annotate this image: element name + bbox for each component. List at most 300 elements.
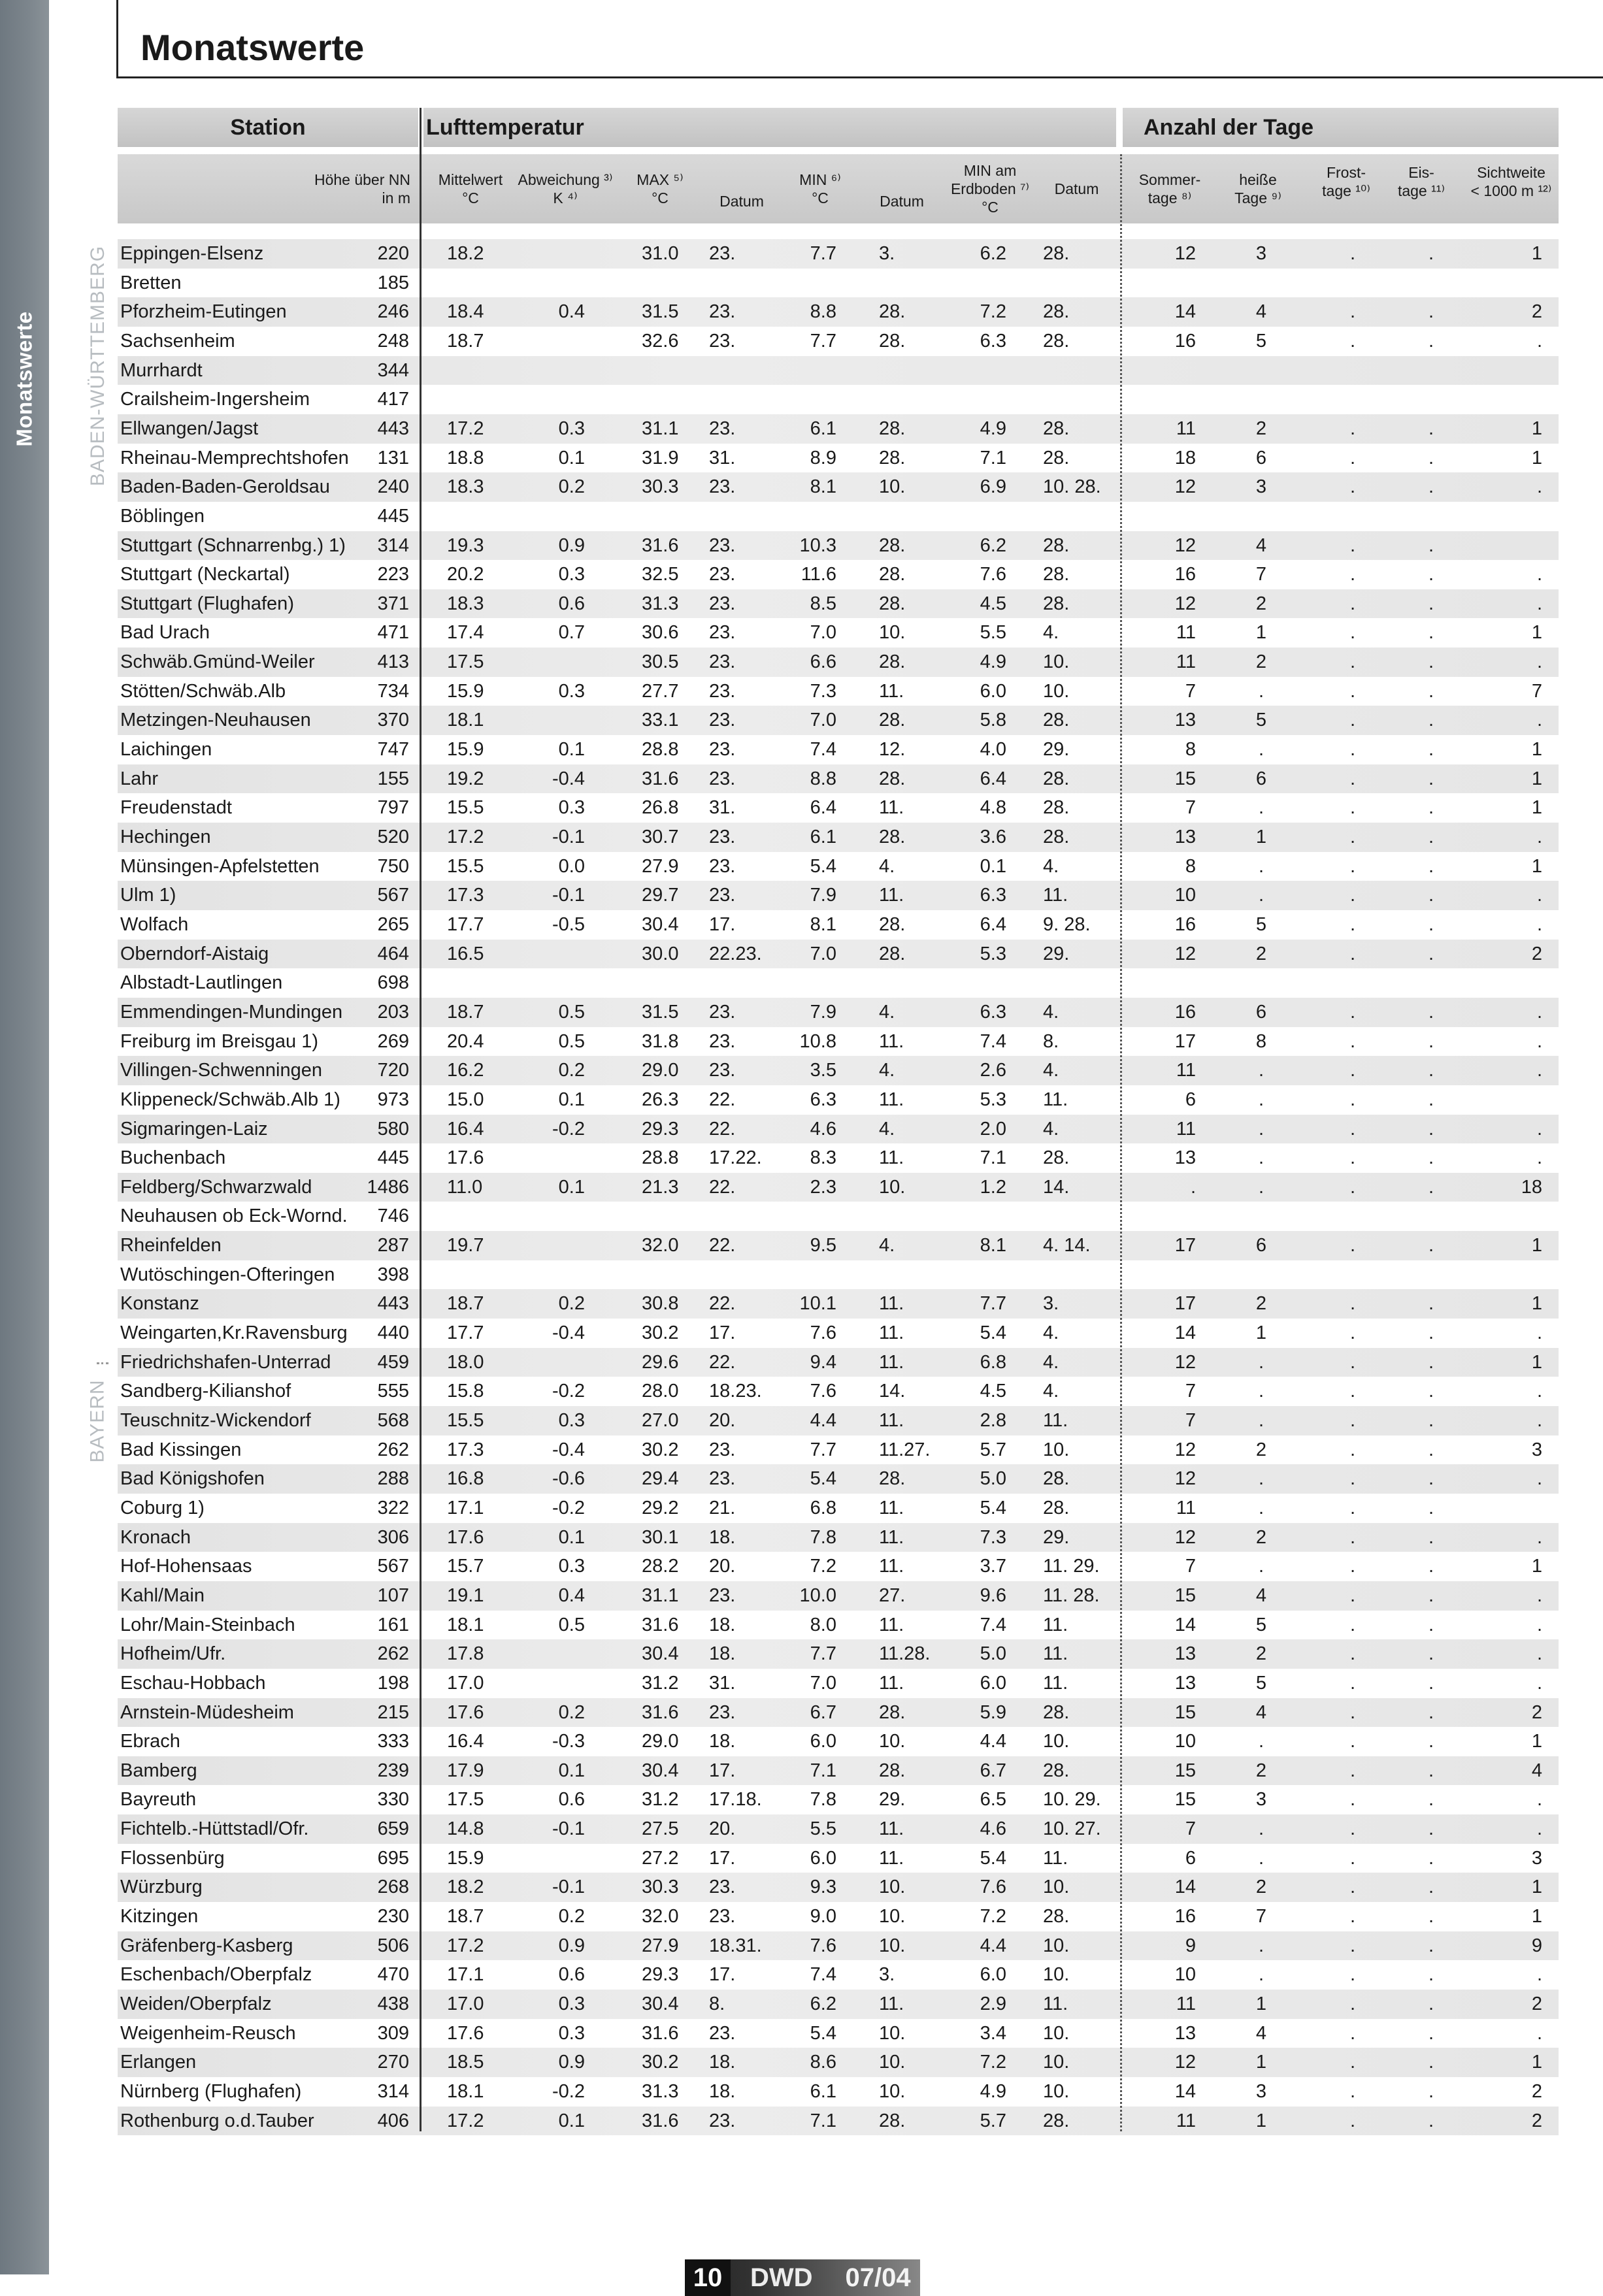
cell-min-erdboden-datum bbox=[1043, 502, 1115, 531]
table-row bbox=[118, 1669, 1559, 1698]
cell-sommertage: 11 bbox=[1176, 651, 1196, 673]
cell-min-erdboden: 4.5 bbox=[980, 1381, 1006, 1402]
cell-eistage: . bbox=[1428, 1672, 1434, 1694]
cell-frosttage: . bbox=[1349, 2110, 1356, 2131]
cell-sichtweite: . bbox=[1536, 1118, 1542, 1140]
table-row bbox=[118, 1173, 1559, 1202]
cell-hoehe: 262 bbox=[377, 1643, 409, 1665]
cell-abweichung: -0.2 bbox=[552, 2080, 585, 2102]
sidebar-label bbox=[0, 307, 49, 451]
cell-abweichung: 0.4 bbox=[558, 1584, 585, 1606]
table-row bbox=[118, 2077, 1559, 2107]
cell-station: Stuttgart (Schnarrenbg.) 1) bbox=[120, 534, 346, 556]
cell-mittelwert bbox=[447, 502, 512, 531]
cell-sichtweite: . bbox=[1536, 2022, 1542, 2044]
cell-min-erdboden: 9.6 bbox=[980, 1584, 1006, 1606]
cell-max-datum: 18.23. bbox=[709, 1381, 762, 1402]
cell-heisse-tage: . bbox=[1258, 1497, 1264, 1518]
col-header-heisse-tage bbox=[1222, 154, 1294, 223]
cell-heisse-tage: . bbox=[1258, 1731, 1264, 1752]
cell-eistage: . bbox=[1428, 1584, 1434, 1606]
cell-station: Nürnberg (Flughafen) bbox=[120, 2080, 302, 2102]
cell-heisse-tage: 4 bbox=[1255, 1701, 1267, 1723]
cell-min-erdboden-datum: 11. bbox=[1043, 1672, 1068, 1694]
cell-min: 8.1 bbox=[810, 476, 836, 498]
col-header-frosttage-line2: tage ¹⁰⁾ bbox=[1322, 182, 1370, 199]
cell-max-datum bbox=[709, 1202, 781, 1231]
cell-mittelwert: 17.6 bbox=[447, 2022, 484, 2044]
cell-heisse-tage: 4 bbox=[1255, 2022, 1267, 2044]
cell-max-datum: 23. bbox=[709, 1030, 736, 1052]
cell-min-erdboden: 6.0 bbox=[980, 680, 1006, 702]
cell-abweichung: 0.3 bbox=[558, 2022, 585, 2044]
table-row bbox=[118, 1581, 1559, 1611]
cell-station: Eschau-Hobbach bbox=[120, 1672, 266, 1694]
cell-station: Feldberg/Schwarzwald bbox=[120, 1176, 312, 1198]
cell-abweichung bbox=[536, 269, 585, 298]
cell-abweichung bbox=[536, 1348, 585, 1377]
cell-max-datum: 23. bbox=[709, 1877, 736, 1898]
table-row bbox=[118, 1260, 1559, 1290]
cell-min: 6.0 bbox=[810, 1731, 836, 1752]
cell-min-erdboden: 6.8 bbox=[980, 1351, 1006, 1373]
table-row bbox=[118, 1435, 1559, 1465]
cell-sommertage: 16 bbox=[1174, 330, 1196, 352]
cell-abweichung: 0.3 bbox=[558, 1556, 585, 1577]
table-row bbox=[118, 1727, 1559, 1756]
cell-min-erdboden: 3.7 bbox=[980, 1556, 1006, 1577]
cell-min-datum: 27. bbox=[879, 1584, 906, 1606]
cell-station: Pforzheim-Eutingen bbox=[120, 301, 287, 323]
cell-hoehe: 445 bbox=[377, 1147, 409, 1169]
cell-sommertage: 16 bbox=[1174, 564, 1196, 585]
cell-min: 5.5 bbox=[810, 1818, 836, 1840]
cell-min: 8.1 bbox=[810, 913, 836, 935]
cell-max-datum: 23. bbox=[709, 564, 736, 585]
cell-mittelwert: 18.4 bbox=[447, 301, 484, 323]
cell-frosttage: . bbox=[1349, 1351, 1356, 1373]
cell-frosttage: . bbox=[1349, 1497, 1356, 1518]
cell-eistage: . bbox=[1428, 680, 1434, 702]
cell-min-erdboden bbox=[954, 968, 1006, 998]
cell-hoehe: 161 bbox=[377, 1614, 409, 1635]
cell-min-erdboden: 6.4 bbox=[980, 768, 1006, 789]
cell-station: Stuttgart (Neckartal) bbox=[120, 564, 290, 585]
cell-min-erdboden: 3.4 bbox=[980, 2022, 1006, 2044]
cell-sichtweite: . bbox=[1536, 1001, 1542, 1023]
col-header-max-line1: MAX ⁵⁾ bbox=[636, 171, 684, 188]
cell-min-datum: 11.27. bbox=[879, 1439, 931, 1460]
cell-min: 8.8 bbox=[810, 301, 836, 323]
cell-frosttage: . bbox=[1349, 1701, 1356, 1723]
cell-sommertage: 17 bbox=[1174, 1293, 1196, 1315]
cell-mittelwert: 18.7 bbox=[447, 330, 484, 352]
cell-abweichung: 0.3 bbox=[558, 418, 585, 439]
cell-abweichung: -0.2 bbox=[552, 1381, 585, 1402]
cell-min-erdboden-datum bbox=[1043, 1202, 1115, 1231]
cell-min-datum: 29. bbox=[879, 1789, 906, 1811]
cell-eistage: . bbox=[1428, 1760, 1434, 1781]
cell-sommertage: 12 bbox=[1174, 2052, 1196, 2073]
cell-frosttage: . bbox=[1349, 2080, 1356, 2102]
cell-heisse-tage: 1 bbox=[1255, 1322, 1267, 1344]
cell-frosttage bbox=[1340, 1202, 1366, 1231]
cell-min-datum: 11. bbox=[879, 1556, 904, 1577]
cell-station: Emmendingen-Mundingen bbox=[120, 1001, 343, 1023]
cell-sichtweite: . bbox=[1536, 1789, 1542, 1811]
cell-sichtweite: 2 bbox=[1531, 943, 1542, 964]
cell-station: Würzburg bbox=[120, 1877, 203, 1898]
cell-sommertage: 12 bbox=[1174, 593, 1196, 614]
cell-frosttage: . bbox=[1349, 1381, 1356, 1402]
cell-station: Villingen-Schwenningen bbox=[120, 1060, 323, 1081]
cell-eistage: . bbox=[1428, 564, 1434, 585]
cell-min-datum: 4. bbox=[879, 1001, 895, 1023]
cell-min-erdboden-datum: 28. bbox=[1043, 1147, 1070, 1169]
cell-min-erdboden-datum: 10. 29. bbox=[1043, 1789, 1101, 1811]
cell-min-erdboden: 7.6 bbox=[980, 564, 1006, 585]
cell-heisse-tage: 4 bbox=[1255, 534, 1267, 556]
cell-sommertage: 15 bbox=[1174, 1701, 1196, 1723]
col-header-eistage bbox=[1385, 154, 1457, 223]
cell-min-erdboden-datum: 11. 28. bbox=[1043, 1584, 1100, 1606]
cell-max: 29.2 bbox=[642, 1497, 679, 1518]
cell-abweichung: 0.1 bbox=[558, 447, 585, 468]
cell-min-erdboden-datum: 8. bbox=[1043, 1030, 1059, 1052]
cell-min-erdboden: 2.0 bbox=[980, 1118, 1006, 1140]
cell-eistage: . bbox=[1428, 447, 1434, 468]
cell-heisse-tage: 5 bbox=[1255, 1672, 1267, 1694]
cell-station: Erlangen bbox=[120, 2052, 197, 2073]
cell-mittelwert: 15.9 bbox=[447, 1847, 484, 1869]
cell-min-erdboden-datum bbox=[1043, 269, 1115, 298]
cell-max: 30.4 bbox=[642, 913, 679, 935]
cell-abweichung: -0.6 bbox=[552, 1468, 585, 1490]
cell-eistage: . bbox=[1428, 1147, 1434, 1169]
table-row bbox=[118, 1785, 1559, 1814]
cell-max: 31.3 bbox=[642, 2080, 679, 2102]
cell-max: 29.6 bbox=[642, 1351, 679, 1373]
cell-heisse-tage bbox=[1248, 269, 1274, 298]
cell-max-datum: 20. bbox=[709, 1410, 736, 1431]
cell-frosttage: . bbox=[1349, 418, 1356, 439]
cell-eistage: . bbox=[1428, 739, 1434, 761]
col-header-mittel bbox=[428, 154, 513, 223]
col-header-sommertage-line1: Sommer- bbox=[1138, 171, 1201, 188]
cell-max-datum: 22. bbox=[709, 1293, 736, 1315]
table-row bbox=[118, 327, 1559, 356]
cell-max: 27.0 bbox=[642, 1410, 679, 1431]
cell-sichtweite: 1 bbox=[1531, 1906, 1542, 1927]
cell-sommertage: 6 bbox=[1185, 1847, 1196, 1869]
cell-hoehe: 371 bbox=[377, 593, 409, 614]
cell-mittelwert: 18.5 bbox=[447, 2052, 484, 2073]
cell-eistage: . bbox=[1428, 1614, 1434, 1635]
cell-min-erdboden bbox=[954, 1260, 1006, 1290]
table-row bbox=[118, 1027, 1559, 1057]
col-header-hoehe-line1: Höhe über NN bbox=[314, 171, 410, 188]
cell-frosttage: . bbox=[1349, 885, 1356, 906]
cell-min-datum: 11. bbox=[879, 1351, 904, 1373]
cell-max bbox=[642, 269, 707, 298]
cell-min-datum: 10. bbox=[879, 1935, 906, 1956]
cell-station: Bad Kissingen bbox=[120, 1439, 242, 1460]
cell-min: 7.0 bbox=[810, 943, 836, 964]
cell-max-datum: 23. bbox=[709, 1060, 736, 1081]
cell-abweichung bbox=[536, 706, 585, 735]
cell-station: Lahr bbox=[120, 768, 159, 789]
cell-max-datum: 23. bbox=[709, 710, 736, 731]
cell-max: 31.6 bbox=[642, 1701, 679, 1723]
cell-mittelwert: 15.8 bbox=[447, 1381, 484, 1402]
cell-min: 10.3 bbox=[799, 534, 836, 556]
cell-max: 31.6 bbox=[642, 534, 679, 556]
cell-min-datum: 11. bbox=[879, 1818, 904, 1840]
cell-min-erdboden: 5.7 bbox=[980, 1439, 1006, 1460]
cell-mittelwert: 20.4 bbox=[447, 1030, 484, 1052]
col-header-min-erdboden bbox=[941, 154, 1039, 223]
cell-heisse-tage bbox=[1248, 968, 1274, 998]
cell-max: 29.0 bbox=[642, 1060, 679, 1081]
cell-min: 8.8 bbox=[810, 768, 836, 789]
cell-sommertage: 16 bbox=[1174, 1001, 1196, 1023]
cell-station: Hechingen bbox=[120, 827, 211, 847]
cell-max-datum: 23. bbox=[709, 1584, 736, 1606]
table-row bbox=[118, 1202, 1559, 1231]
cell-abweichung: 0.1 bbox=[558, 1176, 585, 1198]
cell-sommertage: 11 bbox=[1176, 1060, 1196, 1081]
cell-min: 7.3 bbox=[810, 680, 836, 702]
cell-max: 28.2 bbox=[642, 1556, 679, 1577]
cell-abweichung bbox=[536, 1231, 585, 1260]
cell-sichtweite bbox=[1503, 356, 1542, 385]
cell-abweichung bbox=[536, 1143, 585, 1173]
cell-max-datum: 23. bbox=[709, 827, 736, 847]
cell-frosttage: . bbox=[1349, 1643, 1356, 1665]
col-header-sommertage bbox=[1127, 154, 1212, 223]
cell-sichtweite: 4 bbox=[1531, 1760, 1542, 1781]
cell-min: 7.8 bbox=[810, 1526, 836, 1548]
cell-heisse-tage: . bbox=[1258, 739, 1264, 761]
region-label-baden-wuerttemberg bbox=[80, 242, 116, 490]
group-header-station-label: Station bbox=[230, 114, 306, 140]
cell-min bbox=[784, 385, 836, 414]
col-header-frosttage bbox=[1310, 154, 1382, 223]
group-header-temperature-label: Lufttemperatur bbox=[426, 114, 584, 140]
cell-max-datum: 23. bbox=[709, 739, 736, 761]
col-header-heisse-tage-line2: Tage ⁹⁾ bbox=[1234, 189, 1281, 206]
cell-abweichung: 0.7 bbox=[558, 622, 585, 644]
cell-abweichung: 0.9 bbox=[558, 1935, 585, 1956]
cell-frosttage: . bbox=[1349, 1176, 1356, 1198]
cell-min-datum: 11. bbox=[879, 1322, 904, 1344]
cell-min-erdboden-datum: 4. bbox=[1043, 1060, 1059, 1081]
cell-frosttage: . bbox=[1349, 739, 1356, 761]
cell-max-datum: 31. bbox=[709, 447, 736, 468]
cell-heisse-tage bbox=[1248, 502, 1274, 531]
cell-max-datum: 18. bbox=[709, 1643, 736, 1665]
cell-abweichung bbox=[536, 239, 585, 269]
cell-sommertage: 10 bbox=[1174, 1731, 1196, 1752]
cell-min-datum: 11. bbox=[879, 1497, 904, 1518]
cell-min-erdboden-datum: 10. 27. bbox=[1043, 1818, 1101, 1840]
cell-mittelwert: 17.1 bbox=[447, 1964, 484, 1986]
cell-min bbox=[784, 502, 836, 531]
cell-min-erdboden: 6.4 bbox=[980, 913, 1006, 935]
cell-sommertage: 14 bbox=[1174, 1877, 1196, 1898]
cell-sommertage bbox=[1157, 1260, 1196, 1290]
cell-max-datum: 23. bbox=[709, 476, 736, 498]
cell-min-erdboden: 6.9 bbox=[980, 476, 1006, 498]
cell-min-erdboden-datum: 29. bbox=[1043, 943, 1070, 964]
footer-issue: 07/04 bbox=[845, 2263, 911, 2292]
cell-hoehe: 262 bbox=[377, 1439, 409, 1460]
cell-min: 11.6 bbox=[801, 564, 836, 585]
cell-mittelwert: 19.2 bbox=[447, 768, 484, 789]
cell-mittelwert: 17.2 bbox=[447, 1935, 484, 1956]
cell-min-erdboden: 6.0 bbox=[980, 1672, 1006, 1694]
cell-hoehe: 203 bbox=[377, 1001, 409, 1023]
table-row bbox=[118, 852, 1559, 881]
cell-eistage: . bbox=[1428, 885, 1434, 906]
cell-eistage bbox=[1418, 269, 1444, 298]
cell-hoehe: 470 bbox=[377, 1964, 409, 1986]
cell-frosttage: . bbox=[1349, 855, 1356, 877]
cell-min: 6.6 bbox=[810, 651, 836, 673]
table-row bbox=[118, 356, 1559, 385]
cell-max: 27.5 bbox=[642, 1818, 679, 1840]
cell-abweichung: -0.2 bbox=[552, 1118, 585, 1140]
cell-max-datum: 23. bbox=[709, 1468, 736, 1490]
table-row bbox=[118, 1990, 1559, 2019]
cell-max-datum: 17. bbox=[709, 1847, 736, 1869]
cell-heisse-tage bbox=[1248, 1202, 1274, 1231]
cell-eistage: . bbox=[1428, 1526, 1434, 1548]
col-header-sommertage-line2: tage ⁸⁾ bbox=[1148, 189, 1192, 206]
cell-abweichung: 0.9 bbox=[558, 2052, 585, 2073]
col-header-min-erdboden-line3: °C bbox=[982, 199, 999, 216]
cell-eistage: . bbox=[1428, 2080, 1434, 2102]
cell-min-datum: 28. bbox=[879, 827, 906, 847]
cell-heisse-tage: . bbox=[1258, 1410, 1264, 1431]
cell-min-erdboden-datum: 11. bbox=[1043, 1614, 1068, 1635]
table-row bbox=[118, 998, 1559, 1027]
cell-sichtweite: . bbox=[1536, 1526, 1542, 1548]
cell-min-datum bbox=[879, 1202, 951, 1231]
cell-heisse-tage: 1 bbox=[1255, 2110, 1267, 2131]
cell-min-erdboden-datum: 28. bbox=[1043, 330, 1070, 352]
cell-eistage: . bbox=[1428, 1877, 1434, 1898]
cell-min-erdboden-datum: 28. bbox=[1043, 418, 1070, 439]
cell-max-datum: 23. bbox=[709, 651, 736, 673]
cell-station: Friedrichshafen-Unterrad bbox=[120, 1351, 331, 1373]
cell-mittelwert: 15.7 bbox=[447, 1556, 484, 1577]
cell-station: Ellwangen/Jagst bbox=[120, 418, 259, 439]
cell-min-erdboden: 5.0 bbox=[980, 1643, 1006, 1665]
cell-min-datum: 10. bbox=[879, 1906, 906, 1927]
cell-station: Wolfach bbox=[120, 913, 189, 935]
cell-sichtweite: . bbox=[1536, 913, 1542, 935]
cell-min-datum: 11. bbox=[879, 1410, 904, 1431]
cell-max-datum: 23. bbox=[709, 534, 736, 556]
cell-max-datum: 31. bbox=[709, 797, 736, 819]
cell-sichtweite: . bbox=[1536, 1672, 1542, 1694]
cell-max: 31.6 bbox=[642, 2110, 679, 2131]
cell-mittelwert: 15.5 bbox=[447, 797, 484, 819]
cell-frosttage: . bbox=[1349, 1935, 1356, 1956]
cell-min-erdboden: 8.1 bbox=[980, 1235, 1006, 1256]
cell-hoehe: 568 bbox=[377, 1410, 409, 1431]
cell-station: Baden-Baden-Geroldsau bbox=[120, 476, 330, 498]
cell-max: 27.7 bbox=[642, 680, 679, 702]
cell-min-erdboden: 5.3 bbox=[980, 1089, 1006, 1110]
cell-frosttage: . bbox=[1349, 1030, 1356, 1052]
cell-min-datum: 11. bbox=[879, 1030, 904, 1052]
cell-max-datum: 23. bbox=[709, 2110, 736, 2131]
cell-abweichung: 0.6 bbox=[558, 593, 585, 614]
cell-min-erdboden: 6.0 bbox=[980, 1964, 1006, 1986]
cell-max bbox=[642, 968, 707, 998]
cell-mittelwert: 17.6 bbox=[447, 1526, 484, 1548]
col-header-min-line1: MIN ⁶⁾ bbox=[799, 171, 841, 188]
cell-mittelwert: 17.5 bbox=[447, 651, 484, 673]
cell-hoehe: 309 bbox=[377, 2022, 409, 2044]
cell-abweichung: -0.4 bbox=[552, 1439, 585, 1460]
cell-max: 29.3 bbox=[642, 1964, 679, 1986]
cell-eistage: . bbox=[1428, 2110, 1434, 2131]
cell-max: 29.0 bbox=[642, 1731, 679, 1752]
cell-max-datum: 23. bbox=[709, 2022, 736, 2044]
cell-heisse-tage: 3 bbox=[1255, 2080, 1267, 2102]
cell-min-erdboden: 6.2 bbox=[980, 534, 1006, 556]
cell-hoehe: 580 bbox=[377, 1118, 409, 1140]
cell-max-datum: 31. bbox=[709, 1672, 736, 1694]
cell-station: Crailsheim-Ingersheim bbox=[120, 389, 310, 410]
cell-station: Kronach bbox=[120, 1526, 191, 1548]
cell-eistage: . bbox=[1428, 710, 1434, 731]
cell-min: 4.6 bbox=[810, 1118, 836, 1140]
cell-sommertage: . bbox=[1190, 1176, 1196, 1198]
cell-min-datum: 11. bbox=[879, 797, 904, 819]
cell-min-datum: 10. bbox=[879, 2080, 906, 2102]
cell-min-erdboden: 7.1 bbox=[980, 447, 1006, 468]
cell-sichtweite bbox=[1503, 1085, 1542, 1115]
cell-mittelwert: 17.0 bbox=[447, 1672, 484, 1694]
cell-station: Freudenstadt bbox=[120, 797, 232, 819]
cell-frosttage: . bbox=[1349, 2052, 1356, 2073]
table-row bbox=[118, 1348, 1559, 1377]
cell-eistage: . bbox=[1428, 651, 1434, 673]
cell-min-datum: 28. bbox=[879, 651, 906, 673]
cell-min-datum: 28. bbox=[879, 710, 906, 731]
cell-sommertage: 10 bbox=[1174, 1964, 1196, 1986]
cell-sommertage: 12 bbox=[1174, 943, 1196, 964]
cell-eistage bbox=[1418, 356, 1444, 385]
cell-max-datum: 22. bbox=[709, 1176, 736, 1198]
cell-min-erdboden-datum: 28. bbox=[1043, 2110, 1070, 2131]
cell-min-erdboden-datum: 28. bbox=[1043, 1468, 1070, 1490]
cell-eistage: . bbox=[1428, 1176, 1434, 1198]
cell-max-datum: 23. bbox=[709, 593, 736, 614]
cell-heisse-tage: 2 bbox=[1255, 1877, 1267, 1898]
cell-frosttage: . bbox=[1349, 1235, 1356, 1256]
cell-abweichung: 0.2 bbox=[558, 1701, 585, 1723]
cell-min-erdboden-datum: 29. bbox=[1043, 739, 1070, 761]
cell-abweichung: -0.1 bbox=[552, 885, 585, 906]
cell-min: 6.7 bbox=[810, 1701, 836, 1723]
cell-sommertage: 12 bbox=[1174, 1351, 1196, 1373]
cell-max: 30.6 bbox=[642, 622, 679, 644]
